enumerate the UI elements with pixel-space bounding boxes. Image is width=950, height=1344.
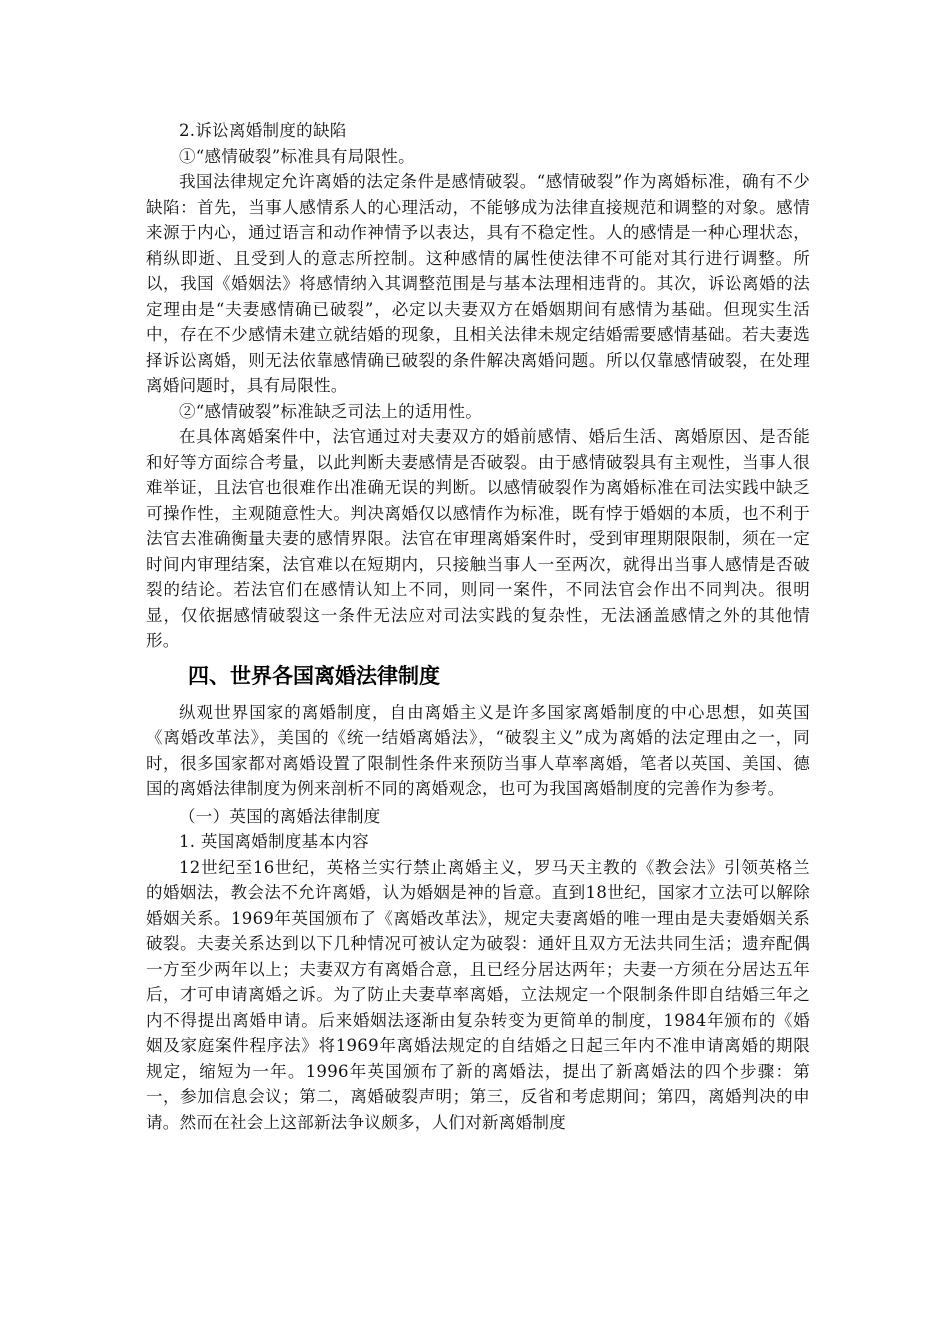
- point2-heading: ②“感情破裂”标准缺乏司法上的适用性。: [179, 401, 483, 421]
- defects-heading: 2.诉讼离婚制度的缺陷: [179, 121, 347, 140]
- chapter-intro: 纵观世界国家的离婚制度，自由离婚主义是许多国家离婚制度的中心思想，如英国《离婚改革法》，美国的《统一结婚离婚法》，“破裂主义”成为离婚的法定理由之一，同时，很多国家都对离婚设置了限制性条件来预防当事人草率离婚，笔者以英国、美国、德国的离婚法律制度为例来剖析不同的离婚观念，也可为我国离婚制度的完善作为参考。: [146, 702, 810, 798]
- uk-body: 12世纪至16世纪，英格兰实行禁止离婚主义，罗马天主教的《教会法》引领英格兰的婚姻法，教会法不允许离婚，认为婚姻是神的旨意。直到18世纪，国家才立法可以解除婚姻关系。1969年英国颁布了《离婚改革法》，规定夫妻离婚的唯一理由是夫妻婚姻关系破裂。夫妻关系达到以下几种情况可被认定为破裂：通奸且双方无法共同生活；遗弃配偶一方至少两年以上；夫妻双方有离婚合意，且已经分居达两年；夫妻一方须在分居达五年后，才可申请离婚之诉。为了防止夫妻草率离婚，立法规定一个限制条件即自结婚三年之内不得提出离婚申请。后来婚姻法逐渐由复杂转变为更简单的制度，1984年颁布的《婚姻及家庭案件程序法》将1969年离婚法规定的自结婚之日起三年内不准申请离婚的期限规定，缩短为一年。1996年英国颁布了新的离婚法，提出了新离婚法的四个步骤：第一，参加信息会议；第二，离婚破裂声明；第三，反省和考虑期间；第四，离婚判决的申请。然而在社会上这部新法争议颇多，人们对新离婚制度: [146, 857, 810, 1132]
- uk-sub-heading: 1. 英国离婚制度基本内容: [179, 832, 369, 851]
- document-body: [146, 118, 810, 1135]
- point1-heading: ①“感情破裂”标准具有局限性。: [179, 146, 415, 166]
- point1-body: 我国法律规定允许离婚的法定条件是感情破裂。“感情破裂”作为离婚标准，确有不少缺陷：首先，当事人感情系人的心理活动，不能够成为法律直接规范和调整的对象。感情来源于内心，通过语言和动作神情予以表达，具有不稳定性。人的感情是一种心理状态，稍纵即逝、且受到人的意志所控制。这种感情的属性使法律不可能对其行进行调整。所以，我国《婚姻法》将感情纳入其调整范围是与基本法理相违背的。其次，诉讼离婚的法定理由是“夫妻感情确已破裂”，必定以夫妻双方在婚姻期间有感情为基础。但现实生活中，存在不少感情未建立就结婚的现象，且相关法律未规定结婚需要感情基础。若夫妻选择诉讼离婚，则无法依靠感情确已破裂的条件解决离婚问题。所以仅靠感情破裂，在处理离婚问题时，具有局限性。: [146, 172, 810, 395]
- chapter-heading: 四、世界各国离婚法律制度: [188, 663, 440, 688]
- point2-body: 在具体离婚案件中，法官通过对夫妻双方的婚前感情、婚后生活、离婚原因、是否能和好等方面综合考量，以此判断夫妻感情是否破裂。由于感情破裂具有主观性，当事人很难举证，且法官也很难作出准确无误的判断。以感情破裂作为离婚标准在司法实践中缺乏可操作性，主观随意性大。判决离婚仅以感情作为标准，既有悖于婚姻的本质，也不利于法官去准确衡量夫妻的感情界限。法官在审理离婚案件时，受到审理期限限制，须在一定时间内审理结案，法官难以在短期内，只接触当事人一至两次，就得出当事人感情是否破裂的结论。若法官们在感情认知上不同，则同一案件，不同法官会作出不同判决。很明显，仅依据感情破裂这一条件无法应对司法实践的复杂性，无法涵盖感情之外的其他情形。: [146, 427, 810, 650]
- uk-heading: （一）英国的离婚法律制度: [179, 806, 381, 826]
